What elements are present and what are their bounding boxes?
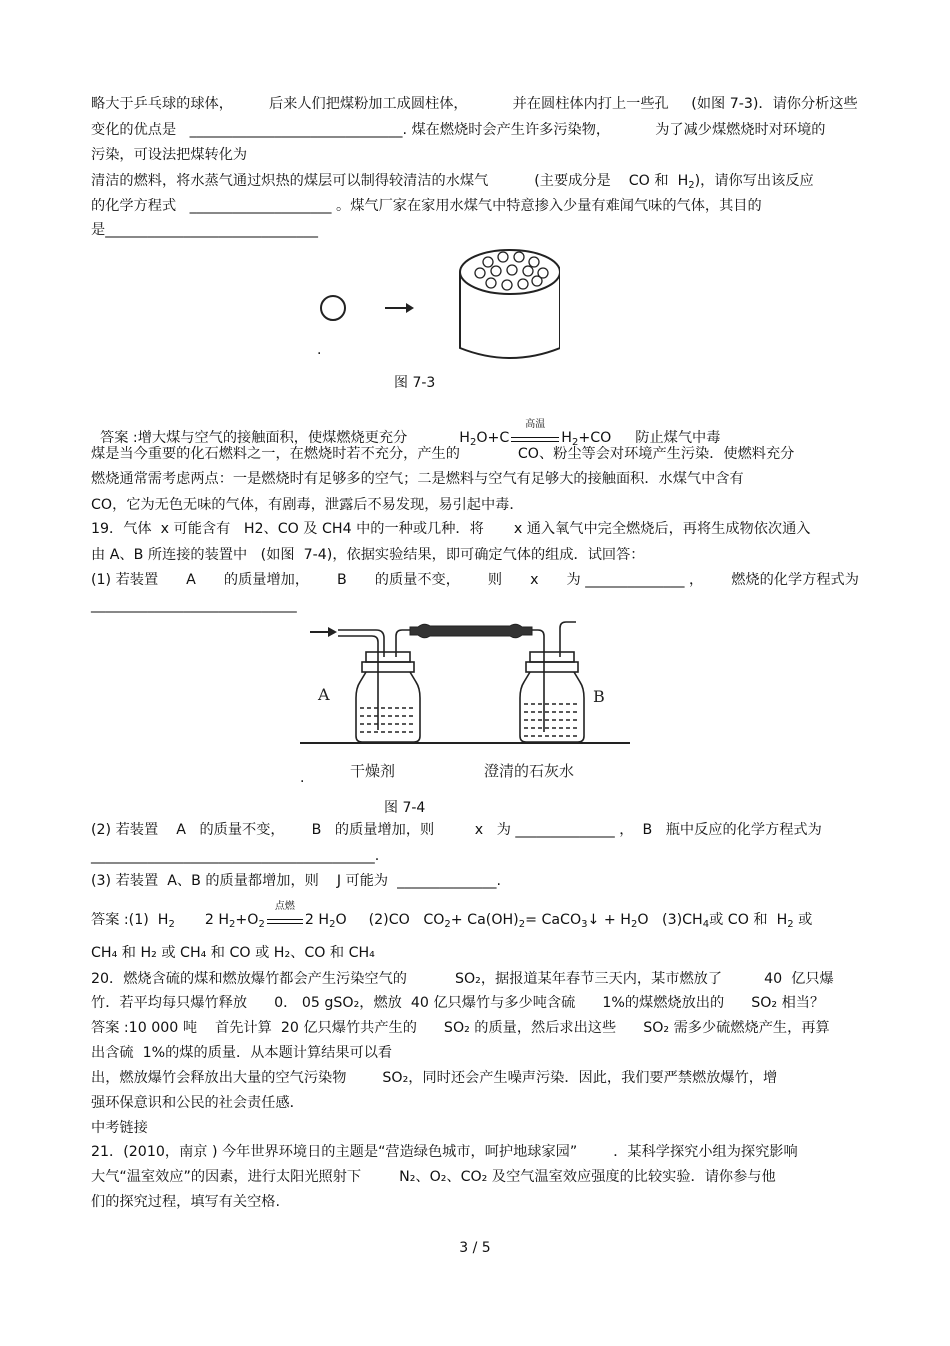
q20-answer-2: 出含硫 1%的煤的质量．从本题计算结果可以看: [91, 1045, 393, 1061]
q18-line-3: 污染，可设法把煤转化为: [91, 147, 248, 163]
section-heading: 中考链接: [91, 1120, 148, 1136]
bottle-a: [338, 630, 420, 742]
q18-line-5: 的化学方程式 ____________________ 。煤气厂家在家用水煤气中特意掺入少量有难闻气味的气体，其目的: [91, 198, 762, 214]
q20-answer-3: 出，燃放爆竹会释放出大量的空气污染物 SO₂，同时还会产生噪声污染．因此，我们要严禁燃放爆竹，增: [91, 1070, 778, 1086]
page-number: 3 / 5: [459, 1240, 491, 1256]
figure-7-4-apparatus: [300, 612, 630, 787]
arrow-icon: [385, 303, 414, 313]
reaction-condition: 高温: [509, 429, 561, 447]
q18-answer: 答案 :增大煤与空气的接触面积，使煤燃烧更充分 $H_2O+C$ 高温 $H_2+CO$ 防止煤气中毒: [100, 419, 721, 448]
rubber-tube: [410, 624, 532, 638]
q21-line-2: 大气“温室效应”的因素，进行太阳光照射下 N₂、O₂、CO₂ 及空气温室效应强度的比较实验．请你参与他: [91, 1169, 776, 1185]
q19-part-3: (3) 若装置 A、B 的质量都增加，则 J 可能为 ______________.: [91, 873, 501, 889]
figure-7-3-diagram: [300, 240, 560, 370]
q18-line-1: 略大于乒乓球的球体， 后来人们把煤粉加工成圆柱体， 并在圆柱体内打上一些孔 (如图 7-3)．请你分析这些: [91, 96, 858, 112]
q19-part-1-blank: _____________________________: [91, 597, 297, 613]
bottle-b: [520, 622, 584, 742]
q18-explain-3: CO，它为无色无味的气体，有剧毒，泄露后不易发现，易引起中毒．: [91, 497, 524, 513]
q18-line-2: 变化的优点是 ______________________________. 煤在燃烧时会产生许多污染物， 为了减少煤燃烧时对环境的: [91, 122, 826, 138]
label-a: A: [318, 685, 330, 704]
q18-line-6: 是______________________________: [91, 222, 319, 238]
q19-line-1: 19．气体 x 可能含有 H2、CO 及 CH4 中的一种或几种．将 x 通入氧气中完全燃烧后，再将生成物依次通入: [91, 521, 811, 537]
q19-part-1: (1) 若装置 A 的质量增加， B 的质量不变， 则 x 为 ______________ ， 燃烧的化学方程式为: [91, 572, 859, 588]
q19-line-2: 由 A、B 所连接的装置中 (如图 7-4)，依据实验结果，即可确定气体的组成．试回答：: [91, 547, 645, 563]
q18-line-4: 清洁的燃料，将水蒸气通过炽热的煤层可以制得较清洁的水煤气 (主要成分是 CO 和 $H_2$)，请你写出该反应: [91, 173, 814, 191]
q18-explain-2: 燃烧通常需考虑两点：一是燃烧时有足够多的空气；二是燃料与空气有足够大的接触面积．水煤气中含有: [91, 471, 744, 487]
inlet-arrow-icon: [310, 627, 337, 637]
q19-part-2-blank: ________________________________________.: [91, 848, 380, 864]
q19-answer-2: CH₄ 和 H₂ 或 CH₄ 和 CO 或 H₂、CO 和 CH₄: [91, 945, 375, 961]
figure-dot-2: .: [300, 770, 305, 786]
q20-line-2: 竹．若平均每只爆竹释放 0． 05 gSO₂，燃放 40 亿只爆竹与多少吨含硫 1%的煤燃烧放出的 SO₂ 相当？: [91, 995, 825, 1011]
q19-answer: 答案 :(1) $H_2$ 2 $H_2+O_2$ 点燃 2 $H_2O$ (2)CO $CO_2+ Ca(OH)_2=$ CaCO$_3$↓ + $H_2O$ $(3)CH_4$或 CO 和 $H_2$ 或: [91, 901, 813, 930]
label-desiccant: 干燥剂: [350, 762, 396, 780]
q20-line-1: 20．燃烧含硫的煤和燃放爆竹都会产生污染空气的 SO₂，据报道某年春节三天内，某市燃放了 40 亿只爆: [91, 971, 834, 987]
label-limewater: 澄清的石灰水: [484, 762, 575, 780]
honeycomb-briquette: [460, 250, 560, 358]
q21-line-1: 21．(2010，南京 ) 今年世界环境日的主题是“营造绿色城市，呵护地球家园” ．某科学探究小组为探究影响: [91, 1144, 798, 1160]
q20-answer-4: 强环保意识和公民的社会责任感．: [91, 1095, 304, 1111]
coal-ball: [321, 296, 345, 320]
figure-7-4-caption: 图 7-4: [384, 800, 426, 816]
q19-part-2: (2) 若装置 A 的质量不变， B 的质量增加，则 x 为 ______________ ， B 瓶中反应的化学方程式为: [91, 822, 822, 838]
q21-line-3: 们的探究过程，填写有关空格.: [91, 1194, 280, 1210]
q18-explain-1: 煤是当今重要的化石燃料之一，在燃烧时若不充分，产生的 CO、粉尘等会对环境产生污染．使燃料充分: [91, 446, 795, 462]
figure-7-3-caption: 图 7-3: [394, 375, 436, 391]
figure-dot: .: [317, 342, 322, 358]
q20-answer-1: 答案 :10 000 吨 首先计算 20 亿只爆竹共产生的 SO₂ 的质量，然后求出这些 SO₂ 需多少硫燃烧产生，再算: [91, 1020, 830, 1036]
label-b: B: [593, 687, 605, 706]
reaction-condition-ignite: 点燃: [265, 911, 305, 929]
